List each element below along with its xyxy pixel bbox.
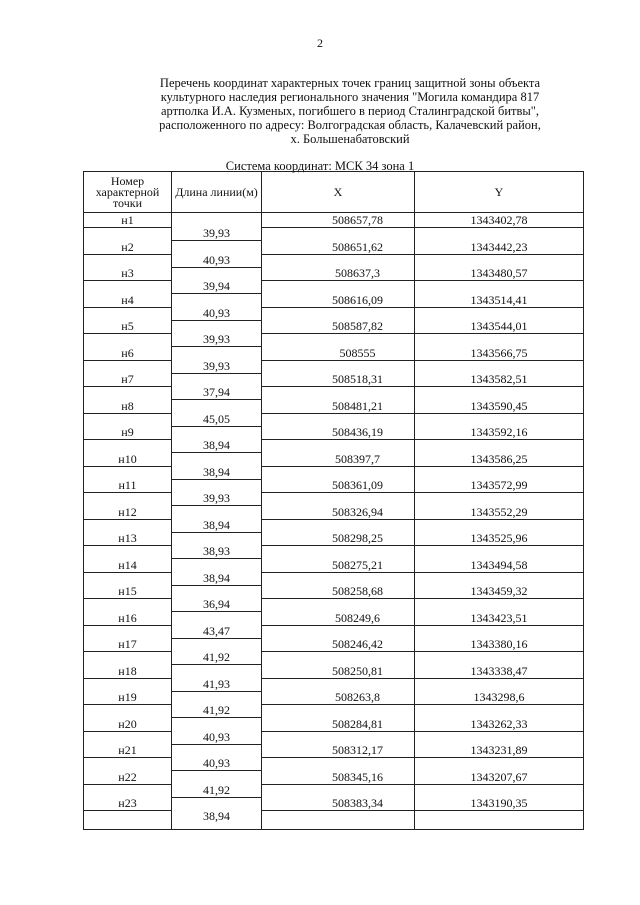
y-coordinate: 1343525,96: [470, 531, 528, 545]
point-number: н20: [118, 716, 137, 731]
row-divider: [84, 386, 171, 387]
row-divider: [172, 373, 261, 374]
row-divider: [84, 757, 171, 758]
row-divider: [84, 731, 171, 732]
point-number: н22: [118, 769, 137, 784]
x-coordinate: 508258,68: [332, 584, 383, 598]
point-number: н15: [118, 584, 137, 598]
line-length: 38,94: [203, 809, 230, 823]
point-number: н9: [121, 425, 134, 439]
row-divider: [84, 466, 171, 467]
point-number: н6: [121, 345, 134, 360]
title-line: х. Большенабатовский: [290, 132, 410, 146]
line-length: 39,93: [203, 332, 230, 346]
line-length: 40,93: [203, 305, 230, 320]
row-divider: [84, 360, 171, 361]
title-line: культурного наследия регионального значения "Могила командира 817: [160, 90, 540, 104]
row-divider: [84, 810, 171, 811]
row-divider: [84, 307, 171, 308]
header-point-number: Номер характерной точки: [95, 173, 160, 210]
line-length: 38,94: [203, 438, 230, 452]
y-coordinate: 1343590,45: [470, 398, 528, 413]
row-divider: [262, 731, 583, 732]
y-coordinate: 1343586,25: [470, 451, 528, 466]
line-length: 40,93: [203, 756, 230, 770]
line-length: 38,94: [203, 517, 230, 532]
row-divider: [172, 346, 261, 347]
y-coordinate: 1343582,51: [470, 372, 528, 386]
x-coordinate: 508518,31: [332, 372, 383, 386]
y-coordinate: 1343207,67: [470, 769, 528, 784]
point-number: н12: [118, 504, 137, 519]
y-coordinate: 1343572,99: [470, 478, 528, 492]
x-coordinate: 508263,8: [335, 690, 380, 704]
coordinates-table: [83, 171, 584, 830]
line-length: 45,05: [203, 411, 230, 426]
line-length: 39,93: [203, 358, 230, 373]
line-length: 41,92: [203, 782, 230, 797]
row-divider: [262, 810, 583, 811]
y-coordinate: 1343298,6: [473, 690, 525, 704]
x-coordinate: 508298,25: [332, 531, 383, 545]
header-line-length: Длина линии(м): [175, 184, 258, 199]
row-divider: [172, 611, 261, 612]
line-length: 39,94: [203, 279, 230, 293]
point-number: н2: [121, 239, 134, 254]
row-divider: [262, 625, 583, 626]
line-length: 41,93: [203, 676, 230, 691]
row-divider: [262, 519, 583, 520]
row-divider: [84, 625, 171, 626]
x-coordinate: 508657,78: [332, 213, 383, 227]
line-length: 40,93: [203, 252, 230, 267]
line-length: 41,92: [203, 703, 230, 717]
row-divider: [262, 307, 583, 308]
y-coordinate: 1343459,32: [470, 584, 528, 598]
line-length: 36,94: [203, 597, 230, 611]
document-title: [100, 76, 600, 146]
page-number: 2: [317, 36, 323, 50]
x-coordinate: 508481,21: [332, 398, 383, 413]
row-divider: [262, 386, 583, 387]
x-coordinate: 508616,09: [332, 292, 383, 307]
row-divider: [84, 519, 171, 520]
row-divider: [262, 439, 583, 440]
point-number: н17: [118, 637, 137, 651]
x-coordinate: 508555: [339, 345, 376, 360]
x-coordinate: 508246,42: [332, 637, 383, 651]
row-divider: [172, 532, 261, 533]
y-coordinate: 1343494,58: [470, 557, 528, 572]
x-coordinate: 508275,21: [332, 557, 383, 572]
point-number: н19: [118, 690, 137, 704]
row-divider: [172, 638, 261, 639]
row-divider: [262, 784, 583, 785]
y-coordinate: 1343592,16: [470, 425, 528, 439]
row-divider: [262, 572, 583, 573]
y-coordinate: 1343480,57: [470, 266, 528, 280]
row-divider: [262, 466, 583, 467]
x-coordinate: 508326,94: [332, 504, 383, 519]
point-number: н13: [118, 531, 137, 545]
row-divider: [84, 651, 171, 652]
row-divider: [172, 505, 261, 506]
point-number: н10: [118, 451, 137, 466]
x-coordinate: 508284,81: [332, 716, 383, 731]
y-coordinate: 1343566,75: [470, 345, 528, 360]
y-coordinate: 1343514,41: [470, 292, 528, 307]
row-divider: [172, 717, 261, 718]
point-number: н23: [118, 796, 137, 810]
row-divider: [84, 280, 171, 281]
row-divider: [262, 360, 583, 361]
header-x: X: [333, 184, 343, 199]
point-number: н14: [118, 557, 137, 572]
row-divider: [262, 678, 583, 679]
x-coordinate: 508397,7: [335, 451, 380, 466]
line-length: 39,93: [203, 491, 230, 505]
y-coordinate: 1343552,29: [470, 504, 528, 519]
row-divider: [262, 333, 583, 334]
point-number: н5: [121, 319, 134, 333]
row-divider: [262, 598, 583, 599]
line-length: 39,93: [203, 226, 230, 240]
title-line: расположенного по адресу: Волгоградская область, Калачевский район,: [159, 118, 541, 132]
row-divider: [262, 704, 583, 705]
row-divider: [262, 492, 583, 493]
line-length: 41,92: [203, 650, 230, 664]
row-divider: [262, 254, 583, 255]
row-divider: [84, 333, 171, 334]
line-length: 38,93: [203, 544, 230, 558]
line-length: 38,94: [203, 464, 230, 479]
x-coordinate: 508250,81: [332, 663, 383, 678]
point-number: н18: [118, 663, 137, 678]
title-line: Перечень координат характерных точек границ защитной зоны объекта: [159, 76, 541, 90]
row-divider: [262, 227, 583, 228]
row-divider: [172, 770, 261, 771]
y-coordinate: 1343402,78: [470, 213, 528, 227]
row-divider: [172, 240, 261, 241]
x-coordinate: 508345,16: [332, 769, 383, 784]
point-number: н4: [121, 292, 134, 307]
row-divider: [172, 744, 261, 745]
header-y: Y: [494, 184, 504, 199]
row-divider: [84, 413, 171, 414]
row-divider: [84, 784, 171, 785]
row-divider: [84, 572, 171, 573]
row-divider: [262, 413, 583, 414]
row-divider: [84, 678, 171, 679]
y-coordinate: 1343231,89: [470, 743, 528, 757]
x-coordinate: 508637,3: [335, 266, 380, 280]
row-divider: [262, 757, 583, 758]
row-divider: [84, 598, 171, 599]
row-divider: [84, 254, 171, 255]
coordinate-system-caption: Система координат: МСК 34 зона 1: [225, 159, 415, 173]
point-number: н16: [118, 610, 137, 625]
x-coordinate: 508383,34: [332, 796, 383, 810]
y-coordinate: 1343380,16: [470, 637, 528, 651]
row-divider: [172, 558, 261, 559]
y-coordinate: 1343544,01: [470, 319, 528, 333]
x-coordinate: 508312,17: [332, 743, 383, 757]
row-divider: [262, 280, 583, 281]
y-coordinate: 1343338,47: [470, 663, 528, 678]
row-divider: [172, 691, 261, 692]
row-divider: [84, 492, 171, 493]
x-coordinate: 508249,6: [335, 610, 380, 625]
x-coordinate: 508651,62: [332, 239, 383, 254]
point-number: н3: [121, 266, 134, 280]
row-divider: [172, 320, 261, 321]
row-divider: [262, 545, 583, 546]
row-divider: [172, 797, 261, 798]
y-coordinate: 1343190,35: [470, 796, 528, 810]
row-divider: [172, 293, 261, 294]
row-divider: [172, 426, 261, 427]
point-number: н8: [121, 398, 134, 413]
row-divider: [172, 664, 261, 665]
point-number: н7: [121, 372, 134, 386]
y-coordinate: 1343442,23: [470, 239, 528, 254]
row-divider: [172, 399, 261, 400]
row-divider: [262, 651, 583, 652]
row-divider: [84, 545, 171, 546]
x-coordinate: 508587,82: [332, 319, 383, 333]
row-divider: [84, 704, 171, 705]
point-number: н11: [118, 478, 137, 492]
row-divider: [172, 585, 261, 586]
point-number: н1: [121, 213, 134, 227]
row-divider: [172, 267, 261, 268]
row-divider: [172, 479, 261, 480]
y-coordinate: 1343423,51: [470, 610, 528, 625]
line-length: 40,93: [203, 729, 230, 744]
y-coordinate: 1343262,33: [470, 716, 528, 731]
x-coordinate: 508361,09: [332, 478, 383, 492]
row-divider: [84, 439, 171, 440]
line-length: 38,94: [203, 570, 230, 585]
line-length: 37,94: [203, 385, 230, 399]
x-coordinate: 508436,19: [332, 425, 383, 439]
title-line: артполка И.А. Кузменых, погибшего в период Сталинградской битвы",: [160, 104, 540, 118]
row-divider: [84, 227, 171, 228]
point-number: н21: [118, 743, 137, 757]
row-divider: [172, 452, 261, 453]
line-length: 43,47: [203, 623, 230, 638]
